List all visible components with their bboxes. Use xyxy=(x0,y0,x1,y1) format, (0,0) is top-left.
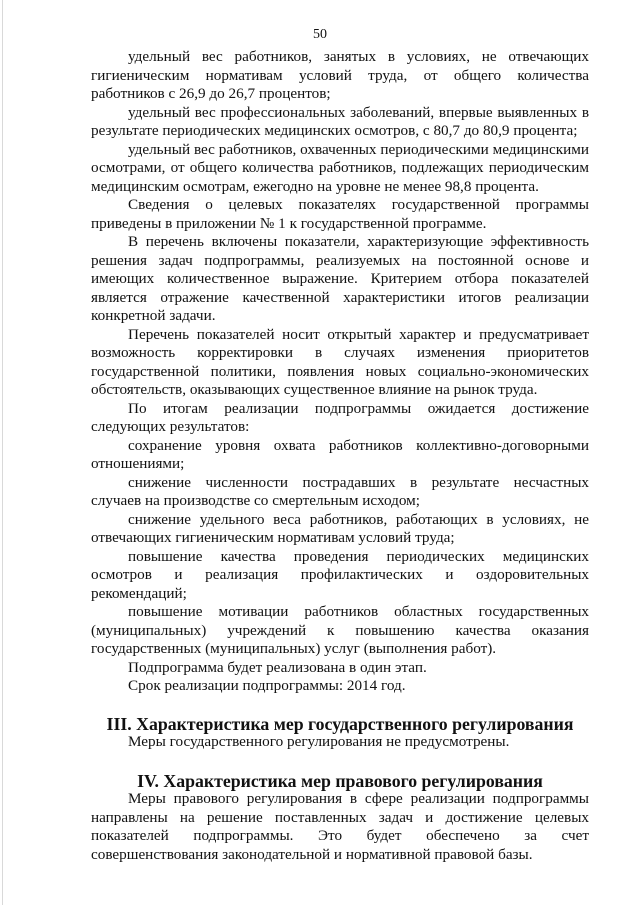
page-number: 50 xyxy=(313,27,327,42)
document-body xyxy=(91,48,589,864)
paragraph: Сведения о целевых показателях государственной программы приведены в приложении № 1 к государственной программе. xyxy=(91,196,589,232)
result-item: снижение удельного веса работников, работающих в условиях, не отвечающих гигиеническим нормативам условий труда; xyxy=(91,510,589,546)
result-item: повышение мотивации работников областных государственных (муниципальных) учреждений к повышению качества оказания государственных (муниципальных) услуг (выполнения работ). xyxy=(91,603,589,657)
paragraph: удельный вес профессиональных заболеваний, впервые выявленных в результате периодических медицинских осмотров, с 80,7 до 80,9 процента; xyxy=(91,103,589,139)
paragraph: удельный вес работников, охваченных периодическими медицинскими осмотрами, от общего количества работников, подлежащих периодическим медицинским осмотрам, ежегодно на уровне не менее 98,8 процента. xyxy=(91,140,589,195)
paragraph: В перечень включены показатели, характеризующие эффективность решения задач подпрограммы, реализуемых на постоянной основе и имеющих количественное выражение. Критерием отбора показателей является отражение качественной характеристики итогов реализации конкретной задачи. xyxy=(91,233,589,324)
result-item: повышение качества проведения периодических медицинских осмотров и реализация профилактических и оздоровительных рекомендаций; xyxy=(91,547,589,602)
paragraph: Перечень показателей носит открытый характер и предусматривает возможность корректировки в случаях изменения приоритетов государственной политики, появления новых социально-экономических обстоятельств, оказывающих существенное влияние на рынок труда. xyxy=(91,325,589,398)
scan-edge-line xyxy=(2,0,3,905)
result-item: снижение численности пострадавших в результате несчастных случаев на производстве со смертельным исходом; xyxy=(91,473,589,509)
section-heading-4: IV. Характеристика мер правового регулирования xyxy=(137,770,543,791)
paragraph: Подпрограмма будет реализована в один этап. xyxy=(128,658,427,676)
section-3-text: Меры государственного регулирования не предусмотрены. xyxy=(128,733,510,750)
section-4-text: Меры правового регулирования в сфере реализации подпрограммы направлены на решение поставленных задач и достижение целевых показателей подпрограммы. Это будет обеспечено за счет совершенствования законодательной и нормативной правовой базы. xyxy=(91,790,589,863)
paragraph: По итогам реализации подпрограммы ожидается достижение следующих результатов: xyxy=(91,399,589,435)
paragraph: Срок реализации подпрограммы: 2014 год. xyxy=(128,677,406,694)
paragraph: удельный вес работников, занятых в условиях, не отвечающих гигиеническим нормативам условий труда, от общего количества работников с 26,9 до 26,7 процентов; xyxy=(91,48,589,102)
section-heading-3: III. Характеристика мер государственного регулирования xyxy=(106,713,574,734)
result-item: сохранение уровня охвата работников коллективно-договорными отношениями; xyxy=(91,436,589,472)
